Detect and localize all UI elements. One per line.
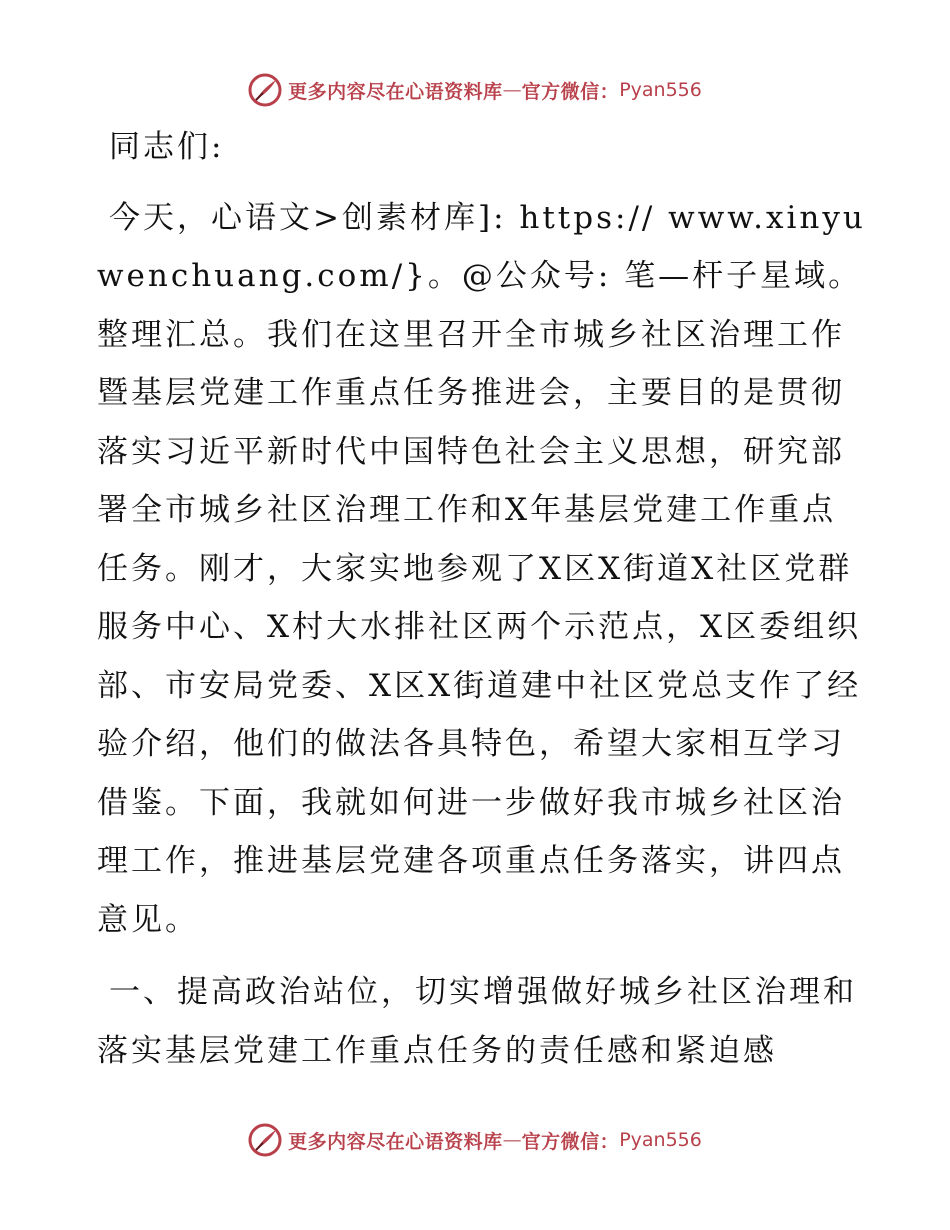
watermark-label: 官方微信：: [521, 1130, 620, 1153]
section-heading-1: 一、提高政治站位，切实增强做好城乡社区治理和落实基层党建工作重点任务的责任感和紧迫感: [97, 974, 857, 1069]
watermark-label: 官方微信：: [521, 80, 620, 103]
header-watermark: [0, 70, 950, 110]
feather-circle-logo-icon: [248, 73, 282, 107]
watermark-text: 更多内容尽在心语资料库: [288, 80, 503, 103]
watermark-text: 更多内容尽在心语资料库: [288, 1130, 503, 1153]
watermark-account: Pyan556: [619, 1129, 702, 1151]
opening-paragraph: 今天，心语文>创素材库]: https:// www.xinyuwenchuang.com/}。@公众号: 笔—杆子星域。整理汇总。我们在这里召开全市城乡社区治理工作暨基层党建工作重点任务推进会，主要目的是贯彻落实习近平新时代中国特色社会主义思想，研究部署全市城乡社区治理工作和X年基层党建工作重点任务。刚才，大家实地参观了X区X街道X社区党群服务中心、X村大水排社区两个示范点，X区委组织部、市安局党委、X区X街道建中社区党总支作了经验介绍，他们的做法各具特色，希望大家相互学习借鉴。下面，我就如何进一步做好我市城乡社区治理工作，推进基层党建各项重点任务落实，讲四点意见。: [97, 199, 866, 938]
watermark-account: Pyan556: [619, 79, 702, 101]
watermark-separator: —: [502, 1129, 522, 1151]
document-body: [97, 118, 867, 1080]
greeting: 同志们:: [109, 129, 225, 165]
footer-watermark: [0, 1120, 950, 1160]
feather-circle-logo-icon: [248, 1123, 282, 1157]
watermark-separator: —: [502, 79, 522, 101]
